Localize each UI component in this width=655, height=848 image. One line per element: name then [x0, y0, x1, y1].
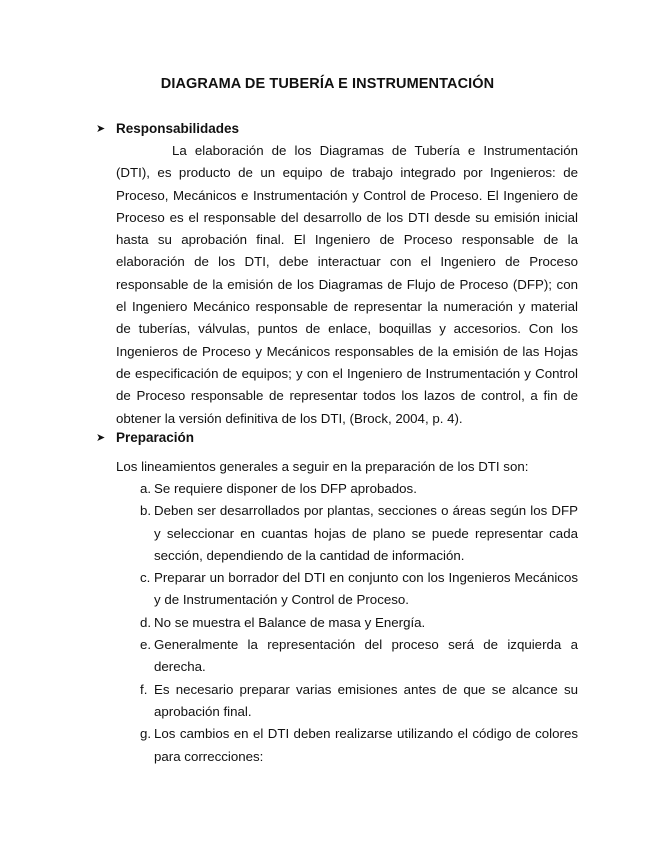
list-item-letter: a. — [140, 481, 152, 496]
guidelines-list — [116, 478, 578, 768]
list-item-text: Es necesario preparar varias emisiones antes de que se alcance su aprobación final. — [154, 681, 578, 719]
list-item — [116, 567, 578, 612]
list-item-text: Los cambios en el DTI deben realizarse utilizando el código de colores para correcciones: — [154, 726, 578, 764]
section-heading-responsabilidades — [96, 121, 239, 136]
section-heading-label: Preparación — [116, 430, 195, 445]
arrow-bullet-icon: ➤ — [96, 123, 106, 135]
arrow-bullet-icon: ➤ — [96, 432, 106, 444]
list-item-letter: d. — [140, 614, 152, 630]
list-item — [116, 478, 578, 500]
page-title: DIAGRAMA DE TUBERÍA E INSTRUMENTACIÓN — [160, 76, 495, 92]
list-item-text: Generalmente la representación del proceso será de izquierda a derecha. — [154, 637, 578, 675]
list-item — [116, 500, 578, 567]
section-heading-label: Responsabilidades — [116, 121, 240, 136]
list-item-text: Se requiere disponer de los DFP aprobados. — [154, 481, 417, 496]
list-item-letter: f. — [140, 681, 148, 697]
list-item-letter: g. — [140, 726, 152, 742]
list-item — [116, 679, 578, 724]
list-item-text: Preparar un borrador del DTI en conjunto con los Ingenieros Mecánicos y de Instrumentación y Control de Proceso. — [154, 570, 578, 608]
list-item-letter: e. — [140, 637, 152, 653]
list-item — [116, 723, 578, 768]
preparacion-intro: Los lineamientos generales a seguir en la preparación de los DTI son: — [116, 459, 529, 474]
list-item — [116, 634, 578, 679]
list-item-letter: b. — [140, 503, 152, 519]
section-heading-preparacion — [96, 430, 194, 445]
list-item-text: Deben ser desarrollados por plantas, secciones o áreas según los DFP y seleccionar en cuantas hojas de plano se puede representar cada sección, dependiendo de la cantidad de información. — [154, 503, 578, 563]
list-item-letter: c. — [140, 570, 151, 586]
list-item — [116, 612, 578, 634]
list-item-text: No se muestra el Balance de masa y Energía. — [154, 614, 426, 630]
responsabilidades-paragraph: La elaboración de los Diagramas de Tubería e Instrumentación (DTI), es producto de un equipo de trabajo integrado por Ingenieros: de Proceso, Mecánicos e Instrumentación y Control de Proceso. El Ingeniero de Proceso es el responsable del desarrollo de los DTI desde su emisión inicial hasta su aprobación final. El Ingeniero de Proceso responsable de la elaboración de los DTI, debe interactuar con el Ingeniero de Proceso responsable de la emisión de los Diagramas de Flujo de Proceso (DFP); con el Ingeniero Mecánico responsable de representar la numeración y material de tuberías, válvulas, puntos de enlace, boquillas y accesorios. Con los Ingenieros de Proceso y Mecánicos responsables de la emisión de las Hojas de especificación de equipos; y con el Ingeniero de Instrumentación y Control de Proceso responsable de representar todos los lazos de control, a fin de obtener la versión definitiva de los DTI, (Brock, 2004, p. 4). — [116, 143, 578, 426]
